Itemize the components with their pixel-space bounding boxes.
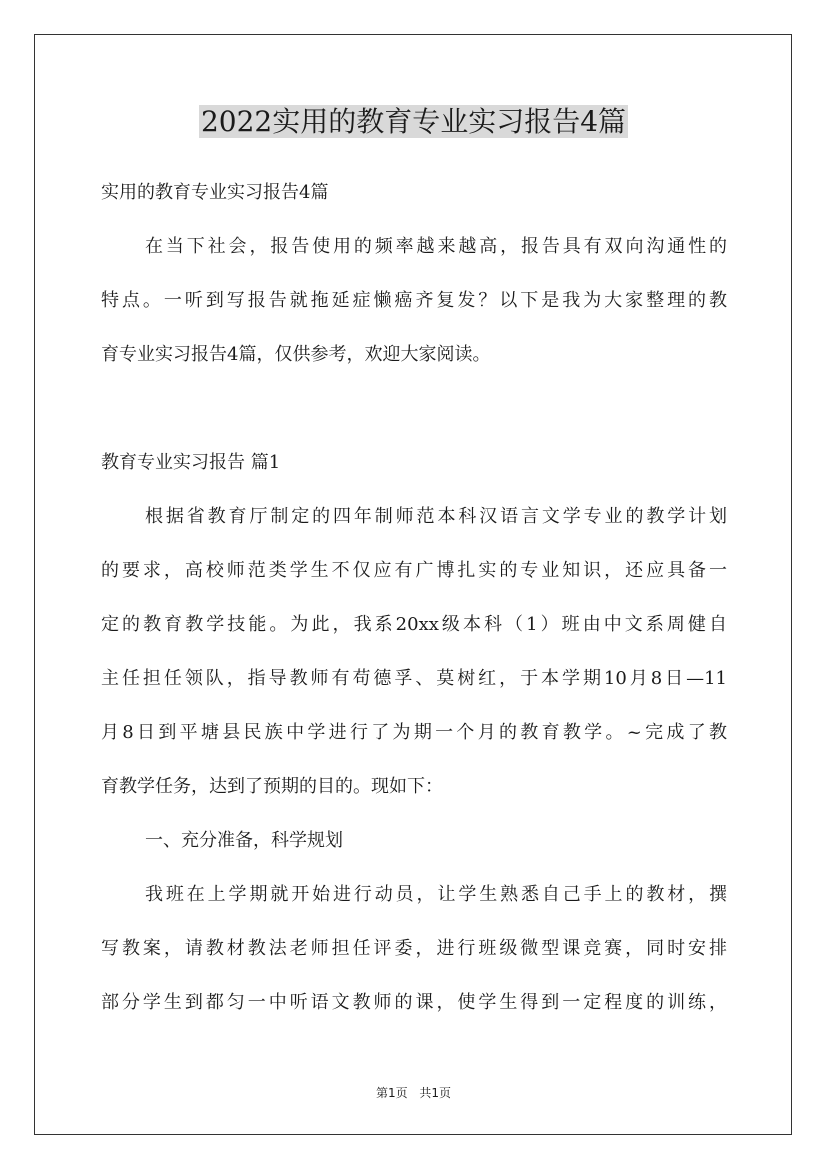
blank-line [101, 382, 727, 436]
document-body [101, 166, 727, 1030]
intro-line: 特点。一听到写报告就拖延症懒癌齐复发？以下是我为大家整理的教 [101, 290, 727, 311]
sub-line: 部分学生到都匀一中听语文教师的课，使学生得到一定程度的训练， [101, 992, 727, 1013]
intro-line: 育专业实习报告4篇，仅供参考，欢迎大家阅读。 [101, 344, 491, 365]
section-line: 月8日到平塘县民族中学进行了为期一个月的教育教学。~完成了教 [101, 722, 727, 743]
section-line: 定的教育教学技能。为此，我系20xx级本科（1）班由中文系周健自 [101, 614, 727, 635]
page-total: 共1页 [419, 1086, 452, 1100]
section-line: 根据省教育厅制定的四年制师范本科汉语言文学专业的教学计划 [145, 506, 727, 527]
document-title-text: 2022实用的教育专业实习报告4篇 [200, 105, 627, 138]
page-number: 第1页 [375, 1086, 408, 1100]
document-title [0, 102, 827, 142]
section-line: 的要求，高校师范类学生不仅应有广博扎实的专业知识，还应具备一 [101, 560, 727, 581]
intro-line: 在当下社会，报告使用的频率越来越高，报告具有双向沟通性的 [145, 236, 727, 257]
sub-line: 我班在上学期就开始进行动员，让学生熟悉自己手上的教材，撰 [145, 884, 727, 905]
sub-line: 写教案，请教材教法老师担任评委，进行班级微型课竞赛，同时安排 [101, 938, 727, 959]
sub-heading: 一、充分准备，科学规划 [145, 830, 343, 851]
page-footer [0, 1084, 827, 1101]
section-line: 主任担任领队，指导教师有苟德孚、莫树红，于本学期10月8日—11 [101, 668, 727, 689]
section-line: 育教学任务，达到了预期的目的。现如下： [101, 776, 443, 797]
section-heading: 教育专业实习报告 篇1 [101, 452, 281, 473]
document-subtitle: 实用的教育专业实习报告4篇 [101, 182, 329, 203]
